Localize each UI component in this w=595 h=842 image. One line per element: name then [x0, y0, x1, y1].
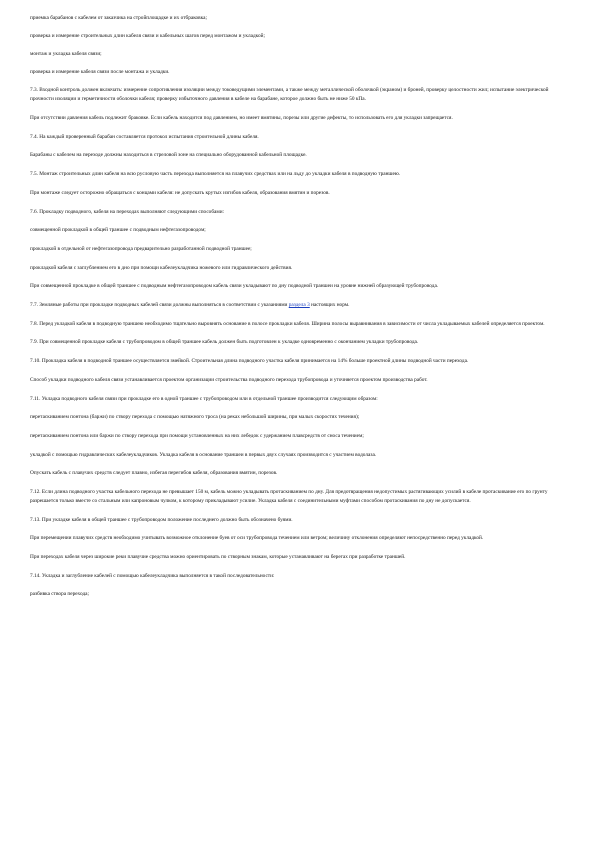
- paragraph: 7.3. Входной контроль должен включать: измерение сопротивления изоляции между токоведущими элементами, а также между металлической оболочкой (экраном) и броней, проверку целостности жил; испытание электрической прочности изоляции и герметичности оболочки кабеля; проверку избыточного давления в кабеле на барабане, которое должно быть не ниже 50 кПа.: [30, 87, 549, 103]
- paragraph: Способ укладки подводного кабеля связи устанавливается проектом организации строительства подводного перехода трубопровода и уточняется проектом производства работ.: [30, 376, 428, 383]
- paragraph: При перемещении плавучих средств необходимо учитывать возможное отклонение буев от оси трубопровода течением или ветром; величину отклонения определяют непосредственно перед укладкой.: [30, 535, 484, 542]
- paragraph: При монтаже следует осторожно обращаться с концами кабеля: не допускать крутых изгибов кабеля, образования вмятин и порезов.: [30, 189, 330, 196]
- paragraph: прокладкой кабеля с заглублением его в дно при помощи кабелеукладчика ножевого или гидравлического действия.: [30, 264, 293, 271]
- paragraph: Барабаны с кабелем на переходе должны находиться в стреловой зоне на специально оборудованной кабельной площадке.: [30, 152, 307, 159]
- paragraph: 7.10. Прокладка кабеля в подводной траншее осуществляется змейкой. Строительная длина подводного участка кабеля принимается на 14% больше проектной длины подводной части перехода.: [30, 358, 469, 365]
- paragraph: При совмещенной прокладке в общей траншее с подводным нефтегазопроводом кабель связи укладывают по дну подводной траншеи на уровне нижней образующей трубопровода.: [30, 283, 439, 290]
- paragraph: 7.6. Прокладку подводного, кабеля на переходах выполняют следующими способами:: [30, 208, 225, 215]
- paragraph-text: настоящих норм.: [309, 302, 350, 309]
- paragraph: 7.9. При совмещенной прокладке кабеля с трубопроводом в общей траншее кабель должен быть подготовлен к укладке одновременно с окончанием укладки трубопровода.: [30, 339, 419, 346]
- paragraph: проверка и измерение строительных длин кабеля связи и кабельных шагов перед монтажом и укладкой;: [30, 33, 265, 40]
- paragraph: укладкой с помощью гидравлических кабелеукладчиков. Укладка кабеля в основание траншеи в первых двух случаях производится с участием водолаза.: [30, 451, 377, 458]
- paragraph: 7.14. Укладка и заглубление кабелей с помощью кабелеукладчика выполняется в такой последовательности:: [30, 572, 275, 579]
- paragraph: 7.13. При укладке кабеля в общей траншее с трубопроводом положение последнего должно быть обозначено буями.: [30, 516, 293, 523]
- paragraph: При отсутствии давления кабель подлежит браковке. Если кабель находится под давлением, но имеет вмятины, порезы или другие дефекты, то использовать его для укладки запрещается.: [30, 114, 453, 121]
- paragraph: 7.12. Если длина подводного участка кабельного перехода не превышает 150 м, кабель можно укладывать протаскиванием по дну. Для предотвращения недопустимых растягивающих усилий в кабеле протаскивание его по грунту разрешается только вместе со стальным или капроновым чулком, к которому прикладывают усилие. Укладка кабеля с соединительными муфтами способом протаскивания по дну не допускается.: [30, 489, 548, 504]
- paragraph: 7.11. Укладка подводного кабеля связи при прокладке его в одной траншее с трубопроводом или в отдельной траншее производится следующим образом:: [30, 395, 378, 402]
- paragraph: 7.5. Монтаж строительных длин кабеля на всю русловую часть перехода выполняется на плавучих средствах или на льду до укладки кабеля в подводную траншею.: [30, 171, 401, 178]
- paragraph: проверка и измерение кабеля связи после монтажа и укладки.: [30, 69, 170, 76]
- paragraph-7-7: [30, 301, 560, 310]
- paragraph: 7.8. Перед укладкой кабеля в подводную траншею необходимо тщательно выровнять основание в полосе прокладки кабеля. Ширина полосы выравнивания в зависимости от числа укладываемых кабелей определяется проектом.: [30, 320, 545, 327]
- document-page: [30, 14, 560, 609]
- section-3-link[interactable]: раздела 3: [288, 302, 310, 309]
- paragraph: 7.4. На каждый проверенный барабан составляется протокол испытания строительной длины кабеля.: [30, 133, 259, 140]
- paragraph: прокладкой в отдельной от нефтегазопровода предварительно разработанной подводной траншее;: [30, 245, 252, 252]
- paragraph-text: 7.7. Земляные работы при прокладке подводных кабелей связи должны выполняться в соответствии с указаниями: [30, 302, 289, 309]
- paragraph: разбивка створа перехода;: [30, 591, 89, 598]
- paragraph: совмещенной прокладкой в общей траншее с подводным нефтегазопроводом;: [30, 227, 206, 234]
- paragraph: перетаскиванием понтона (баржи) по створу перехода с помощью натяжного троса (на реках небольшой ширины, при малых скоростях течения);: [30, 414, 360, 421]
- paragraph: приемка барабанов с кабелем от заказчика на стройплощадке и их отбраковка;: [30, 15, 207, 21]
- paragraph: монтаж и укладка кабеля связи;: [30, 51, 102, 58]
- paragraph: перетаскиванием понтона или баржи по створу перехода при помощи установленных на них лебедок с удержанием плавсредств от сноса течением;: [30, 432, 364, 439]
- paragraph: При переходах кабеля через широкие реки плавучие средства можно ориентировать по створным знакам, которые устанавливают на берегах при разработке траншей.: [30, 554, 406, 561]
- paragraph: Опускать кабель с плавучих средств следует плавно, избегая перегибов кабеля, образования вмятин, порезов.: [30, 470, 278, 477]
